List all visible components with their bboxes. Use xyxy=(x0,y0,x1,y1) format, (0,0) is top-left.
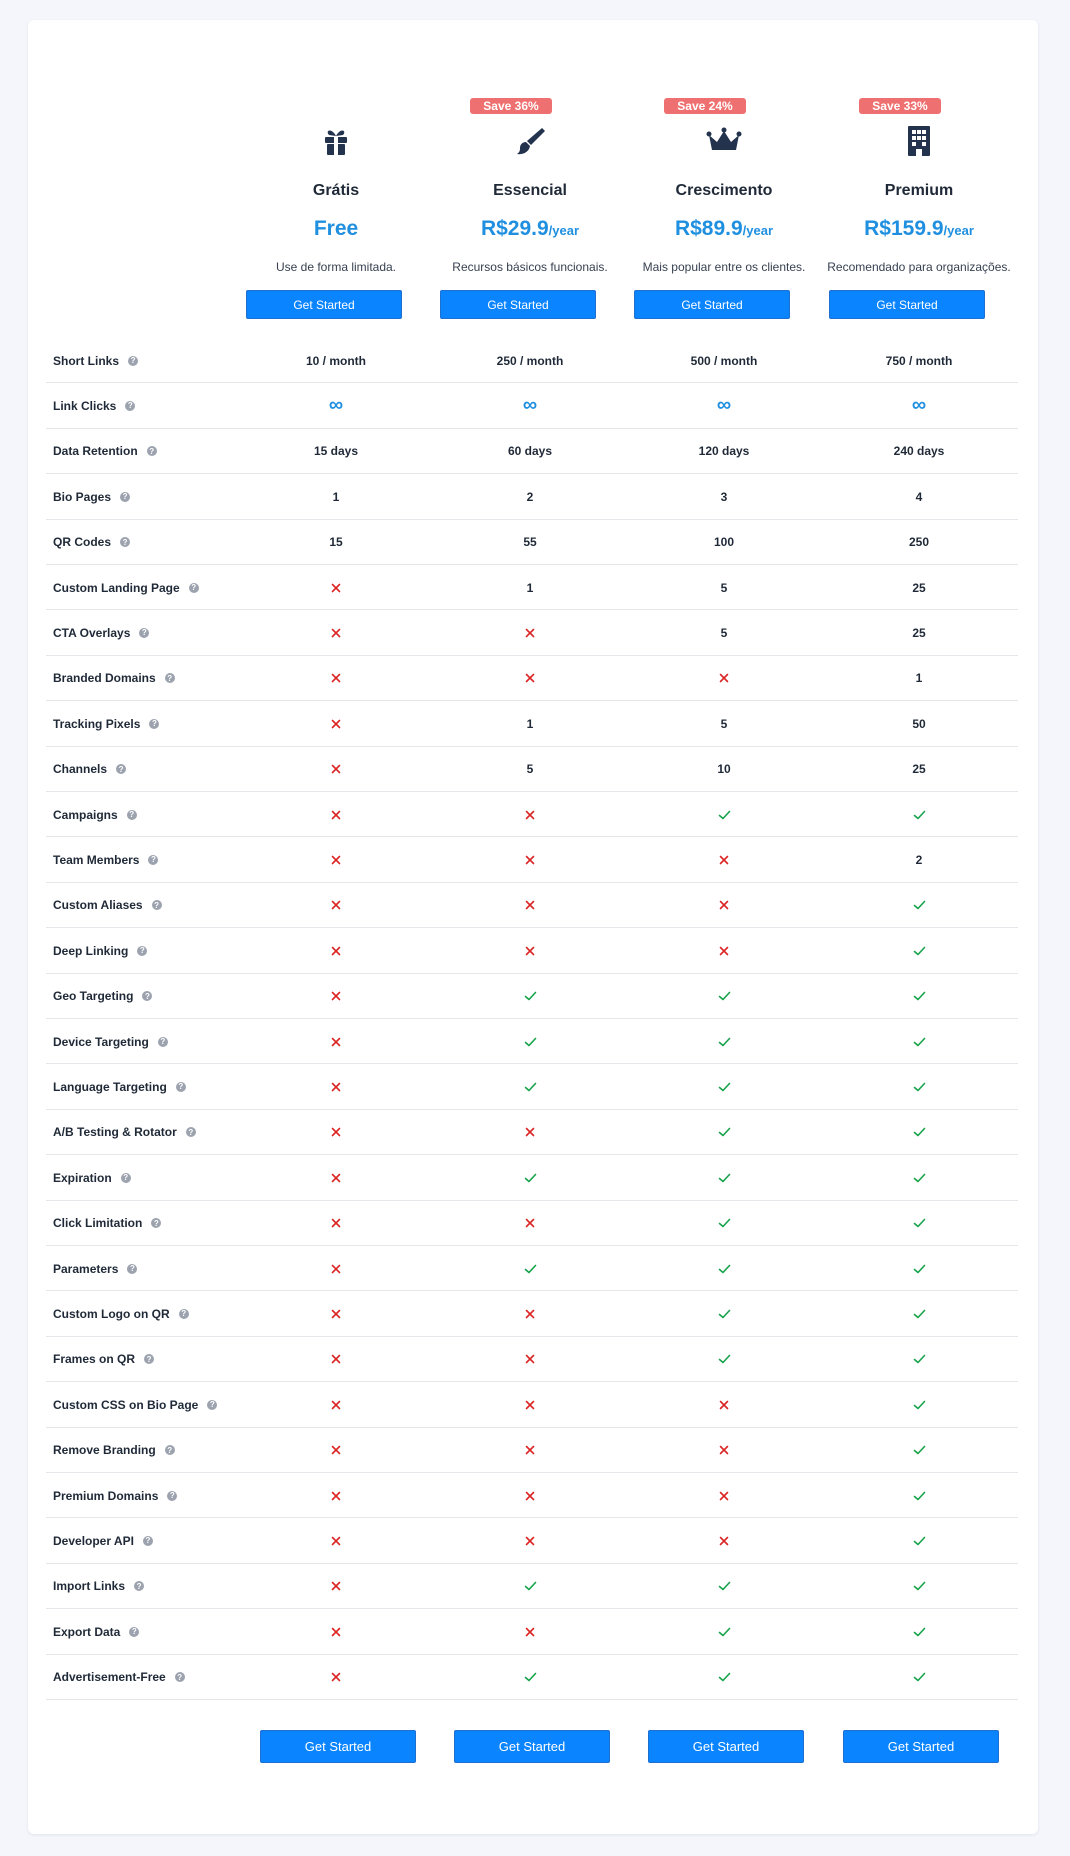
feature-value: ∞ xyxy=(522,394,538,417)
check-icon xyxy=(822,1201,1016,1246)
check-icon xyxy=(822,1291,1016,1336)
cross-icon xyxy=(239,1291,433,1336)
feature-label xyxy=(53,1473,177,1518)
cross-icon xyxy=(239,837,433,882)
check-icon xyxy=(627,1291,821,1336)
pricing-card xyxy=(28,20,1038,1834)
cross-icon xyxy=(627,1428,821,1473)
feature-value: 240 days xyxy=(893,444,945,459)
feature-row xyxy=(46,474,1018,519)
cross-icon xyxy=(433,1473,627,1518)
feature-row xyxy=(46,429,1018,474)
feature-value: ∞ xyxy=(716,394,732,417)
feature-name: Expiration xyxy=(53,1170,112,1185)
feature-label xyxy=(53,383,135,428)
cross-icon xyxy=(239,610,433,655)
check-icon xyxy=(822,1064,1016,1109)
cross-icon xyxy=(239,1564,433,1609)
feature-row xyxy=(46,1337,1018,1382)
plan-name: Essencial xyxy=(493,182,567,199)
feature-value: 5 xyxy=(720,580,728,595)
help-icon[interactable]: ? xyxy=(165,673,175,683)
cross-icon xyxy=(433,1518,627,1563)
help-icon[interactable]: ? xyxy=(125,401,135,411)
cross-icon xyxy=(239,1655,433,1700)
cross-icon xyxy=(433,837,627,882)
plan-name: Premium xyxy=(884,182,954,199)
feature-value: 10 / month xyxy=(305,353,366,368)
cross-icon xyxy=(627,1473,821,1518)
cross-icon xyxy=(239,1518,433,1563)
help-icon[interactable]: ? xyxy=(144,1354,154,1364)
feature-label xyxy=(53,1019,168,1064)
check-icon xyxy=(822,1382,1016,1427)
get-started-button[interactable]: Get Started xyxy=(829,290,985,319)
cross-icon xyxy=(239,1473,433,1518)
feature-value: 15 days xyxy=(313,444,359,459)
plan-description: Recomendado para organizações. xyxy=(827,260,1011,274)
feature-row xyxy=(46,1064,1018,1109)
check-icon xyxy=(627,1110,821,1155)
help-icon[interactable]: ? xyxy=(116,764,126,774)
check-icon xyxy=(627,1019,821,1064)
feature-value: 15 xyxy=(329,535,343,550)
feature-row xyxy=(46,610,1018,655)
feature-label xyxy=(53,1518,153,1563)
price-period: /year xyxy=(548,223,580,238)
check-icon xyxy=(627,1609,821,1654)
feature-value: 1 xyxy=(332,489,340,504)
plan-name: Crescimento xyxy=(675,182,773,199)
feature-label xyxy=(53,1655,185,1700)
get-started-button[interactable]: Get Started xyxy=(843,1730,999,1763)
feature-name: Export Data xyxy=(53,1624,121,1639)
feature-value: 25 xyxy=(912,762,926,777)
feature-name: Tracking Pixels xyxy=(53,716,141,731)
get-started-button[interactable]: Get Started xyxy=(260,1730,416,1763)
cross-icon xyxy=(239,1382,433,1427)
check-icon xyxy=(822,1655,1016,1700)
feature-row xyxy=(46,747,1018,792)
feature-name: Data Retention xyxy=(53,444,138,459)
check-icon xyxy=(822,792,1016,837)
cross-icon xyxy=(239,792,433,837)
check-icon xyxy=(627,1155,821,1200)
help-icon[interactable]: ? xyxy=(142,991,152,1001)
feature-name: Channels xyxy=(53,762,108,777)
feature-name: Remove Branding xyxy=(53,1443,156,1458)
cross-icon xyxy=(433,1382,627,1427)
check-icon xyxy=(822,928,1016,973)
cross-icon xyxy=(239,1019,433,1064)
feature-label xyxy=(53,565,199,610)
cross-icon xyxy=(627,837,821,882)
help-icon[interactable]: ? xyxy=(207,1400,217,1410)
check-icon xyxy=(627,1201,821,1246)
feature-row xyxy=(46,565,1018,610)
feature-label xyxy=(53,474,130,519)
check-icon xyxy=(433,1064,627,1109)
help-icon[interactable]: ? xyxy=(165,1445,175,1455)
feature-value: 5 xyxy=(720,625,728,640)
check-icon xyxy=(433,1246,627,1291)
check-icon xyxy=(822,974,1016,1019)
feature-label xyxy=(53,656,175,701)
cross-icon xyxy=(239,565,433,610)
price-amount: R$159.9 xyxy=(864,217,944,240)
help-icon[interactable]: ? xyxy=(147,446,157,456)
help-icon[interactable]: ? xyxy=(139,628,149,638)
feature-row xyxy=(46,1246,1018,1291)
cross-icon xyxy=(239,928,433,973)
gift-icon xyxy=(239,124,433,158)
cross-icon xyxy=(239,701,433,746)
feature-label xyxy=(53,883,162,928)
cross-icon xyxy=(433,928,627,973)
feature-value: 250 xyxy=(908,535,930,550)
feature-value: 3 xyxy=(720,489,728,504)
feature-name: Click Limitation xyxy=(53,1216,143,1231)
feature-name: A/B Testing & Rotator xyxy=(53,1125,177,1140)
feature-name: Import Links xyxy=(53,1579,126,1594)
feature-value: 25 xyxy=(912,625,926,640)
help-icon[interactable]: ? xyxy=(129,1627,139,1637)
price-period: /year xyxy=(742,223,774,238)
feature-value: 500 / month xyxy=(690,353,758,368)
feature-value: 5 xyxy=(720,716,728,731)
feature-name: Campaigns xyxy=(53,807,118,822)
feature-label xyxy=(53,1609,139,1654)
help-icon[interactable]: ? xyxy=(189,583,199,593)
price-amount: Free xyxy=(313,217,359,240)
feature-row xyxy=(46,1564,1018,1609)
help-icon[interactable]: ? xyxy=(137,946,147,956)
cross-icon xyxy=(239,1609,433,1654)
feature-row xyxy=(46,1609,1018,1654)
cross-icon xyxy=(239,656,433,701)
cross-icon xyxy=(433,792,627,837)
price-period: /year xyxy=(943,223,974,238)
help-icon[interactable]: ? xyxy=(127,810,137,820)
cross-icon xyxy=(433,656,627,701)
feature-label xyxy=(53,974,152,1019)
feature-row xyxy=(46,974,1018,1019)
check-icon xyxy=(627,1337,821,1382)
cross-icon xyxy=(627,656,821,701)
feature-value: 2 xyxy=(526,489,534,504)
feature-value: 4 xyxy=(915,489,923,504)
cross-icon xyxy=(433,1201,627,1246)
check-icon xyxy=(433,1655,627,1700)
crown-icon xyxy=(627,124,821,158)
help-icon[interactable]: ? xyxy=(121,1173,131,1183)
check-icon xyxy=(822,1337,1016,1382)
feature-row xyxy=(46,792,1018,837)
feature-row xyxy=(46,1291,1018,1336)
get-started-button[interactable]: Get Started xyxy=(440,290,596,319)
feature-value: 100 xyxy=(713,535,735,550)
feature-name: Advertisement-Free xyxy=(53,1670,166,1685)
check-icon xyxy=(822,1518,1016,1563)
feature-value: ∞ xyxy=(328,394,344,417)
feature-row xyxy=(46,383,1018,428)
cross-icon xyxy=(239,747,433,792)
feature-label xyxy=(53,1201,161,1246)
check-icon xyxy=(822,1110,1016,1155)
feature-name: Short Links xyxy=(53,353,120,368)
check-icon xyxy=(627,1064,821,1109)
feature-label xyxy=(53,1428,175,1473)
cross-icon xyxy=(239,1246,433,1291)
feature-label xyxy=(53,1337,154,1382)
feature-name: Device Targeting xyxy=(53,1034,149,1049)
feature-name: Custom Landing Page xyxy=(53,580,180,595)
save-badge: Save 24% xyxy=(664,98,746,114)
cross-icon xyxy=(627,1382,821,1427)
help-icon[interactable]: ? xyxy=(134,1581,144,1591)
feature-value: ∞ xyxy=(911,394,927,417)
cross-icon xyxy=(433,1110,627,1155)
help-icon[interactable]: ? xyxy=(120,537,130,547)
feature-name: Parameters xyxy=(53,1261,119,1276)
feature-row xyxy=(46,883,1018,928)
cross-icon xyxy=(433,1291,627,1336)
cross-icon xyxy=(239,1337,433,1382)
feature-row xyxy=(46,837,1018,882)
check-icon xyxy=(433,974,627,1019)
feature-row xyxy=(46,1201,1018,1246)
check-icon xyxy=(627,1564,821,1609)
feature-row xyxy=(46,1428,1018,1473)
cross-icon xyxy=(239,1155,433,1200)
plan-price xyxy=(239,217,433,241)
cross-icon xyxy=(239,1428,433,1473)
get-started-button[interactable]: Get Started xyxy=(648,1730,804,1763)
feature-value: 120 days xyxy=(698,444,750,459)
check-icon xyxy=(433,1564,627,1609)
feature-row xyxy=(46,701,1018,746)
cross-icon xyxy=(627,928,821,973)
cross-icon xyxy=(239,974,433,1019)
feature-value: 1 xyxy=(526,716,534,731)
feature-name: Custom CSS on Bio Page xyxy=(53,1397,199,1412)
plan-description: Mais popular entre os clientes. xyxy=(642,260,806,274)
plan-price xyxy=(627,217,821,241)
feature-name: Language Targeting xyxy=(53,1079,167,1094)
feature-label xyxy=(53,1564,144,1609)
feature-name: Branded Domains xyxy=(53,671,156,686)
feature-value: 1 xyxy=(526,580,534,595)
check-icon xyxy=(822,883,1016,928)
feature-value: 1 xyxy=(915,671,923,686)
feature-name: Link Clicks xyxy=(53,398,117,413)
check-icon xyxy=(822,1564,1016,1609)
paintbrush-icon xyxy=(433,124,627,158)
cross-icon xyxy=(433,610,627,655)
help-icon[interactable]: ? xyxy=(158,1037,168,1047)
check-icon xyxy=(822,1155,1016,1200)
help-icon[interactable]: ? xyxy=(128,356,138,366)
feature-label xyxy=(53,1246,137,1291)
help-icon[interactable]: ? xyxy=(151,1218,161,1228)
feature-name: Custom Aliases xyxy=(53,898,143,913)
plan-price xyxy=(433,217,627,241)
feature-value: 250 / month xyxy=(496,353,564,368)
feature-value: 10 xyxy=(717,762,731,777)
feature-name: Developer API xyxy=(53,1533,134,1548)
help-icon[interactable]: ? xyxy=(179,1309,189,1319)
feature-label xyxy=(53,520,130,565)
feature-row xyxy=(46,1655,1018,1700)
get-started-button[interactable]: Get Started xyxy=(246,290,402,319)
cross-icon xyxy=(627,883,821,928)
feature-row xyxy=(46,1382,1018,1427)
cross-icon xyxy=(239,1110,433,1155)
feature-name: Bio Pages xyxy=(53,489,112,504)
feature-name: CTA Overlays xyxy=(53,625,131,640)
feature-name: Team Members xyxy=(53,852,140,867)
feature-row xyxy=(46,1473,1018,1518)
help-icon[interactable]: ? xyxy=(152,900,162,910)
save-badge: Save 33% xyxy=(859,98,941,114)
help-icon[interactable]: ? xyxy=(127,1264,137,1274)
feature-label xyxy=(53,928,147,973)
feature-label xyxy=(53,1155,131,1200)
check-icon xyxy=(433,1019,627,1064)
feature-name: Deep Linking xyxy=(53,943,129,958)
feature-label xyxy=(53,610,149,655)
help-icon[interactable]: ? xyxy=(186,1127,196,1137)
cross-icon xyxy=(239,1201,433,1246)
feature-value: 25 xyxy=(912,580,926,595)
check-icon xyxy=(627,974,821,1019)
help-icon[interactable]: ? xyxy=(175,1672,185,1682)
feature-label xyxy=(53,1382,217,1427)
check-icon xyxy=(433,1155,627,1200)
feature-label xyxy=(53,701,159,746)
check-icon xyxy=(822,1609,1016,1654)
feature-value: 55 xyxy=(523,535,537,550)
plan-description: Use de forma limitada. xyxy=(275,260,397,274)
save-badge: Save 36% xyxy=(470,98,552,114)
feature-value: 60 days xyxy=(507,444,553,459)
help-icon[interactable]: ? xyxy=(167,1491,177,1501)
building-icon xyxy=(822,124,1016,158)
cross-icon xyxy=(239,883,433,928)
plan-description: Recursos básicos funcionais. xyxy=(452,260,608,274)
feature-row xyxy=(46,1019,1018,1064)
cross-icon xyxy=(627,1518,821,1563)
feature-row xyxy=(46,1110,1018,1155)
cross-icon xyxy=(433,1428,627,1473)
check-icon xyxy=(822,1473,1016,1518)
bottom-cta-row xyxy=(28,1730,1038,1764)
check-icon xyxy=(822,1428,1016,1473)
feature-label xyxy=(53,1110,196,1155)
feature-name: Premium Domains xyxy=(53,1488,159,1503)
feature-name: Geo Targeting xyxy=(53,989,134,1004)
get-started-button[interactable]: Get Started xyxy=(634,290,790,319)
price-amount: R$89.9 xyxy=(674,217,743,240)
feature-label xyxy=(53,1064,186,1109)
get-started-button[interactable]: Get Started xyxy=(454,1730,610,1763)
help-icon[interactable]: ? xyxy=(120,492,130,502)
feature-value: 5 xyxy=(526,762,534,777)
check-icon xyxy=(627,1655,821,1700)
check-icon xyxy=(822,1246,1016,1291)
feature-value: 2 xyxy=(915,852,923,867)
price-amount: R$29.9 xyxy=(480,217,549,240)
feature-row xyxy=(46,928,1018,973)
feature-name: QR Codes xyxy=(53,535,112,550)
cross-icon xyxy=(239,1064,433,1109)
feature-value: 750 / month xyxy=(885,353,953,368)
plan-price xyxy=(822,217,1016,241)
cross-icon xyxy=(433,1609,627,1654)
feature-row xyxy=(46,520,1018,565)
help-icon[interactable]: ? xyxy=(176,1082,186,1092)
feature-name: Custom Logo on QR xyxy=(53,1306,170,1321)
plan-name: Grátis xyxy=(312,182,360,199)
feature-label xyxy=(53,1291,189,1336)
help-icon[interactable]: ? xyxy=(149,719,159,729)
feature-label xyxy=(53,429,157,474)
check-icon xyxy=(627,1246,821,1291)
feature-label xyxy=(53,837,158,882)
feature-row xyxy=(46,656,1018,701)
feature-row xyxy=(46,1518,1018,1563)
feature-row xyxy=(46,1155,1018,1200)
feature-label xyxy=(53,747,126,792)
help-icon[interactable]: ? xyxy=(148,855,158,865)
feature-value: 50 xyxy=(912,716,926,731)
feature-label xyxy=(53,792,137,837)
check-icon xyxy=(627,792,821,837)
help-icon[interactable]: ? xyxy=(143,1536,153,1546)
feature-label xyxy=(53,338,138,383)
cross-icon xyxy=(433,1337,627,1382)
feature-name: Frames on QR xyxy=(53,1352,136,1367)
check-icon xyxy=(822,1019,1016,1064)
cross-icon xyxy=(433,883,627,928)
feature-row xyxy=(46,338,1018,383)
